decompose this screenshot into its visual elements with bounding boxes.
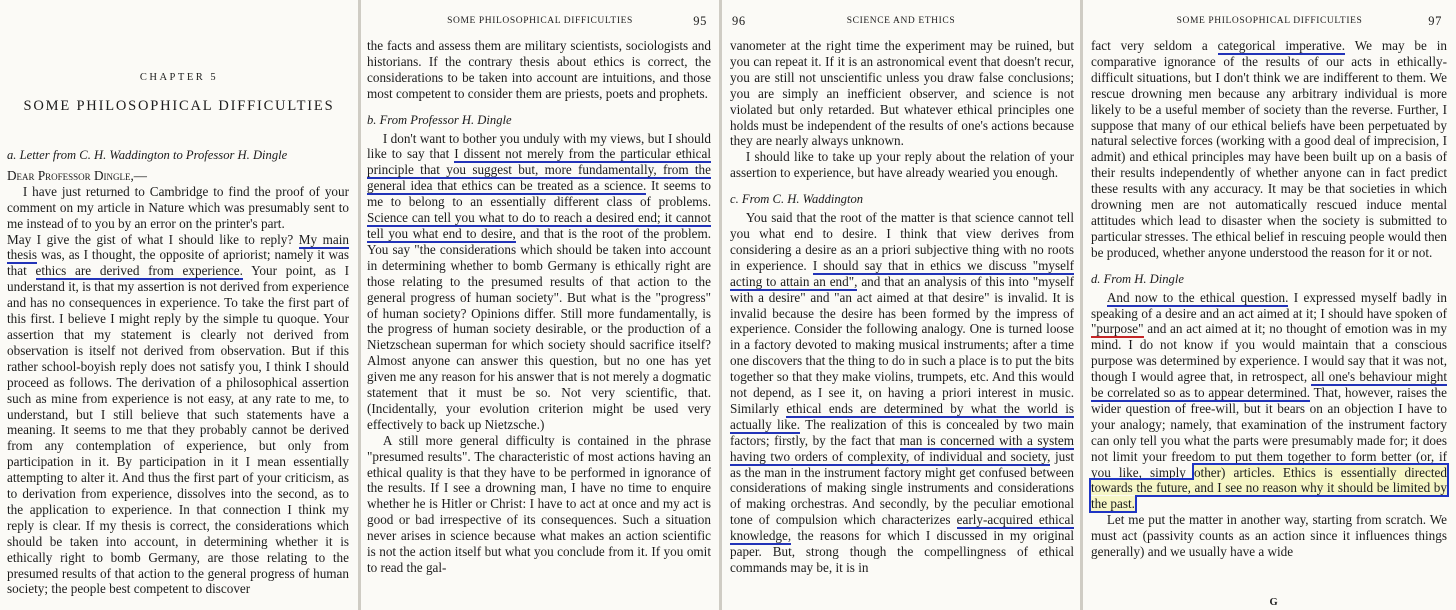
page-body [367, 38, 711, 576]
paragraph: A still more general difficulty is contained in the phrase "presumed results". The characteristic of most actions having an ethical quality is that they have to be performed in ignorance of the results. If I see a drowning man, I have no time to enquire whether he is Hitler or Christ: I have to act at once and my act is good or bad irrespective of its consequences. Such a situation never arises in science because what makes an action scientific is not the action itself but what you conclude from it. If you omit to read the gal- [367, 432, 711, 575]
text-run: and that is the root of the problem. You say "the considerations which should be taken into account in determining whether to bomb Germany is ethically right are those relating to the presumed results of that action to the general progress of human society". But what is the "progress" of human society? Opinions differ. Still more fundamentally, is the progress of human society desirable, or the production of a Nietzschean superman for which society should sacrifice itself? Almost anyone can answer this question, but no one has yet given me any reason for his answer that is not merely a dogmatic statement that it must be so. Not very scientific, that. (Incidentally, your evolution criterion might be used very effectively to back up Nietzsche.) [367, 225, 712, 432]
signature-mark: G [1269, 597, 1278, 608]
text-run: just as the man in the instrument factory might get confused between considerations of making single instruments and considerations of making orchestras. And secondly, by the peculiar emotional tone of compulsion which characterizes [730, 448, 1075, 528]
chapter-title: SOME PHILOSOPHICAL DIFFICULTIES [23, 98, 335, 114]
paragraph: Let me put the matter in another way, starting from scratch. We must act (passivity counts as an action since it influences things generally) and we usually have a wide [1091, 512, 1447, 560]
section-a-heading: a. Letter from C. H. Waddington to Professor H. Dingle [7, 148, 288, 162]
text-run: was, as I thought, the opposite of apriorist; namely it was that [7, 247, 349, 279]
paragraph [730, 210, 1074, 576]
chapter-label: CHAPTER 5 [139, 72, 219, 83]
running-head-title: SCIENCE AND ETHICS [846, 16, 956, 26]
running-head [1083, 16, 1456, 30]
page-body [7, 137, 349, 597]
highlight-box: other) articles. Ethics is essentially directed towards the future, and I see no reason why it should be limited by the past. [1091, 464, 1447, 512]
underline-mark: I should say that in ethics we discuss "myself acting to attain an end", [730, 257, 1075, 289]
underline-mark: ethical ends are determined by what the world is actually like. [730, 400, 1074, 432]
page-number: 97 [1428, 14, 1442, 28]
underline-mark: all one's behaviour might be correlated so as to appear determined. [1091, 369, 1448, 401]
underline-mark: And now to the ethical question. [1106, 289, 1289, 305]
underline-mark: categorical imperative. [1217, 38, 1346, 53]
text-run: I don't want to bother you unduly with my views, but I should like to say that [367, 130, 711, 162]
text-run: That, however, raises the wider question of free-will, but it bears on an objection I have to your analogy; namely, that examination of the instrument factory can only tell you what the parts were presumably made for; it does not limit your freedom to put them together to form better (or, if you like, simply [1091, 385, 1447, 480]
page-body [730, 38, 1074, 576]
text-run: Your point, as I understand it, is that my assertion is not derived from experience and has no consequences in experience. To take the first part of this first. I believe I might reply by the simple tu quoque. Your assertion that my statement is clearly not derived from observation is itself not derived from observation. But if this rather school-boyish reply does not satisfy you, I think I should proceed as follows. The derivation of a philosophical assertion such as mine from experience is not easy, at any rate to me, to understand, but I still believe that such statements have a meaning. It seems to me that they probably cannot be derived from any contemplation of experience, but only from participation in it. By participation in it I mean essentially attempting to alter it. And thus the first part of your criticism, as to derivation from experience, dissolves into the second, as to the application to experience. In that connection I think my reply is clear. If my thesis is correct, the considerations which should be taken into account, in determining whether it is ethically right to bomb Germany, are those relating to the presumed results of that action to the general progress of human society; the people best competent to discover [7, 263, 350, 597]
underline-mark: Science can tell you what to do to reach a desired end; it cannot tell you what end to desire, [367, 210, 711, 241]
text-run: The realization of this is concealed by two main factors; firstly, by the fact that [730, 416, 1074, 448]
page-number: 96 [732, 14, 746, 28]
underline-mark: ethics are derived from experience. [35, 263, 243, 279]
paragraph [1091, 290, 1447, 513]
paragraph [1091, 38, 1447, 261]
text-run: and an act aimed at it; no thought of emotion was in my mind. I do not know if you would maintain that a conscious purpose was determined by experience. I would say that it was not, though I would agree that, in retrospect, [1091, 321, 1448, 385]
text-run: fact very seldom a [1091, 38, 1208, 53]
text-run: May I give the gist of what I should like to reply? [7, 231, 294, 247]
section-b-heading: b. From Professor H. Dingle [367, 112, 512, 127]
page-93 [0, 0, 358, 610]
page-96 [722, 0, 1080, 610]
text-run: We may be in comparative ignorance of the results of our acts in ethically-difficult situations, but I don't think we are indifferent to them. We rescue drowning men because any arbitrary individual is more likely to be a useful member of society than the reverse. Further, I suppose that many of our ethical beliefs have been perpetuated by natural selective forces (working with a good deal of imprecision, I admit) and ethical principles may have been built up on a basis of their results independently of whether anyone can in fact predict these results with any accuracy. It may be that societies in which drowning men are not automatically rescued induce mental attitudes which lead to disaster when the society is submitted to particular stresses. The ethical belief in rescuing people would then be produced, whether anyone understood the reason for it or not. [1091, 38, 1448, 260]
running-head [722, 16, 1080, 30]
underline-mark: I dissent not merely from the particular ethical principle that you suggest but, more fundamentally, from the general idea that ethics can be treated as a science. [367, 146, 712, 194]
paragraph: I have just returned to Cambridge to find the proof of your comment on my article in Nature which was presumably sent to me instead of to you by an error on the printer's part. [7, 183, 349, 231]
underline-mark: My main thesis [7, 231, 349, 263]
section-d-heading: d. From H. Dingle [1091, 271, 1184, 286]
text-run: It seems to me to belong to an essentially different class of problems. [367, 178, 711, 210]
salutation: Dear Professor Dingle,— [7, 167, 147, 183]
paragraph: vanometer at the right time the experiment may be ruined, but you can repeat it. If it is an astronomical event that doesn't recur, you are still not unscientific unless you draw false conclusions; you are simply an inefficient observer, and science is not violated but only retarded. But whatever ethical principles one holds must be independent of the results of one's actions because they are nearly always unknown. [730, 38, 1074, 149]
running-head [361, 16, 719, 30]
text-run: and that an analysis of this into "myself with a desire" and "an act aimed at that desire" is invalid. It is invalid because the desire has been formed by the impress of experience. Consider the following analogy. One is turned loose in a factory devoted to making musical instruments; after a time one discovers that the thing to do in such a place is to put the bits together so that they make violins, trumpets, etc. And this would not depend, as I see it, on having a priori interest in music. Similarly [730, 273, 1074, 416]
text-run: I expressed myself badly in speaking of a desire and an act aimed at it; I should have spoken of [1091, 289, 1447, 321]
section-c-heading: c. From C. H. Waddington [730, 192, 864, 207]
text-run: You said that the root of the matter is that science cannot tell you what end to desire. I think that view derives from considering a desire as an a priori subjective thing with no roots in experience. [730, 210, 1074, 273]
paragraph: I should like to take up your reply about the relation of your assertion to experience, but have already wearied you enough. [730, 149, 1074, 181]
paragraph: the facts and assess them are military scientists, sociologists and historians. If the contrary thesis about ethics is correct, the considerations to be taken into account are intuitions, and those most competent to consider them are priests, poets and prophets. [367, 38, 711, 101]
page-97 [1083, 0, 1456, 610]
running-head-title: SOME PHILOSOPHICAL DIFFICULTIES [1176, 16, 1363, 26]
red-underline-mark: "purpose" [1091, 321, 1144, 337]
underline-mark: early-acquired ethical knowledge, [730, 512, 1074, 544]
paragraph [7, 232, 349, 598]
page-95 [361, 0, 719, 610]
running-head-title: SOME PHILOSOPHICAL DIFFICULTIES [447, 16, 633, 26]
underline-mark: man is concerned with a system having two orders of complexity, of individual and society, [730, 432, 1075, 464]
page-body [1091, 38, 1447, 560]
paragraph [367, 131, 711, 433]
page-number: 95 [693, 14, 707, 28]
text-run: the reasons for which I discussed in my original paper. But, strong though the compellingness of ethical commands may be, it is in [730, 528, 1074, 575]
